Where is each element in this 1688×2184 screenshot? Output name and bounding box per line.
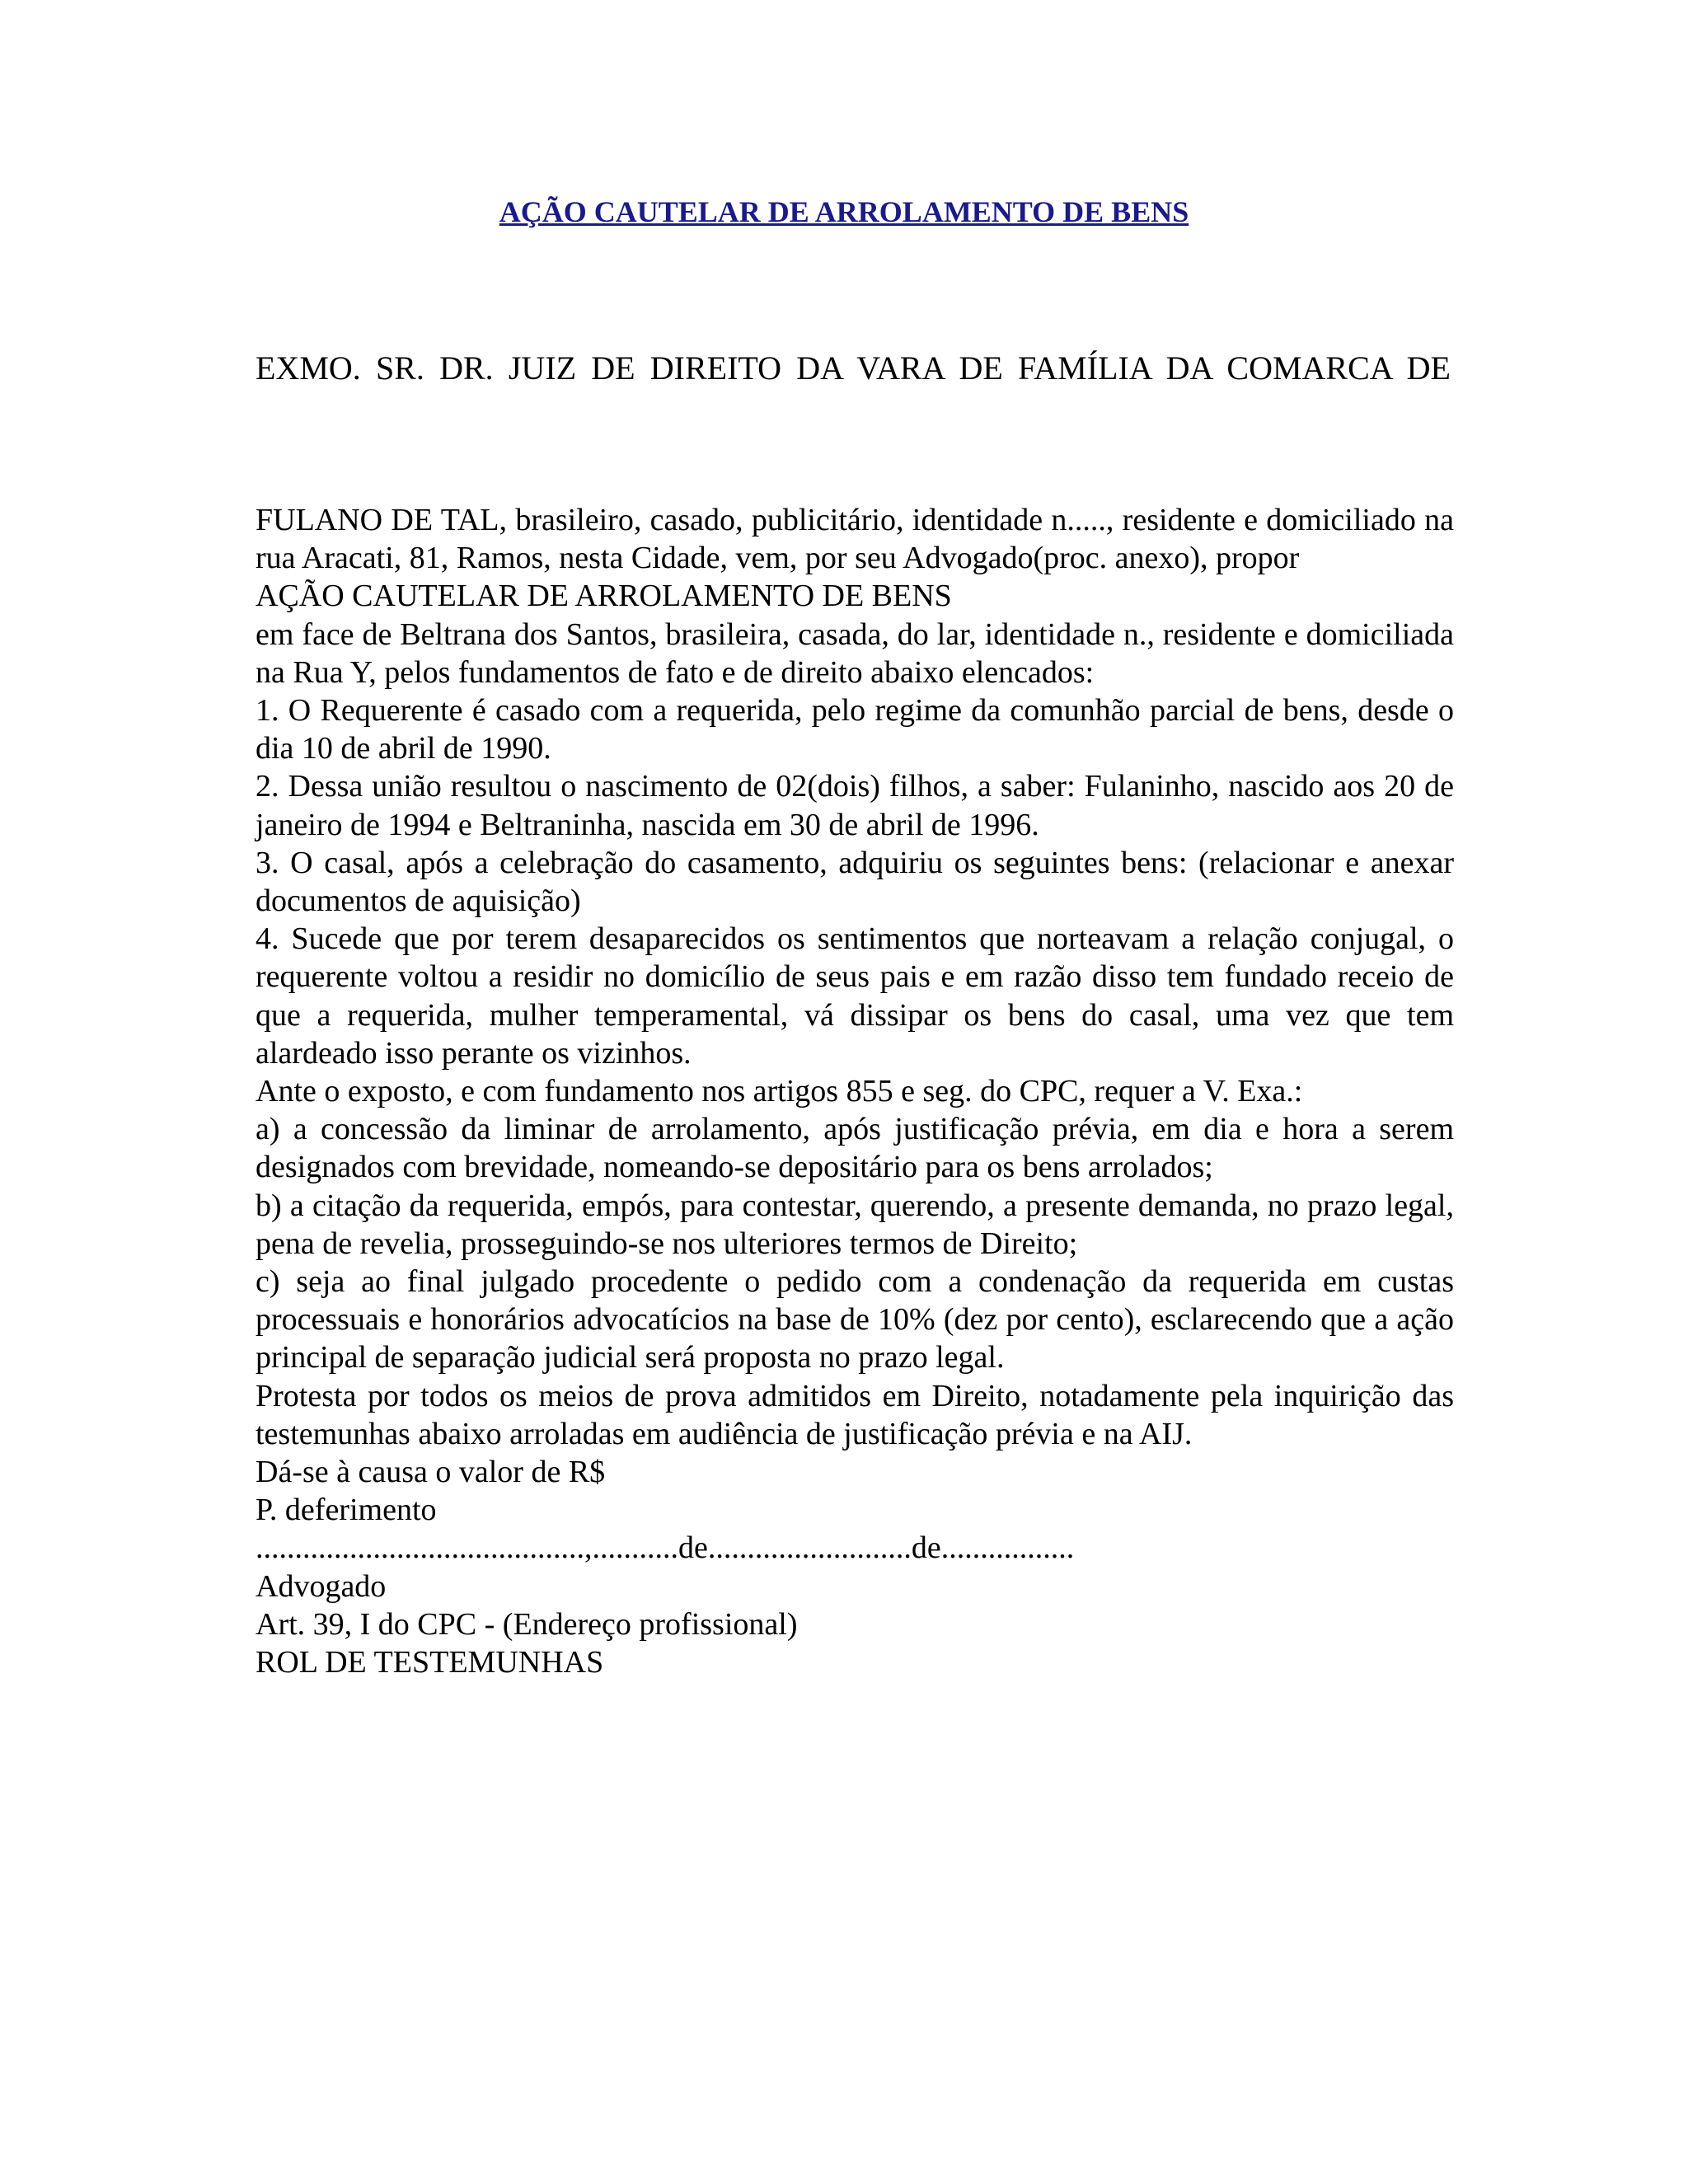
intro-paragraph: FULANO DE TAL, brasileiro, casado, publicitário, identidade n....., residente e domiciliado na rua Aracati, 81, Ramos, nesta Cidade, vem, por seu Advogado(proc. anexo), propor (256, 503, 1454, 576)
defendant-paragraph: em face de Beltrana dos Santos, brasileira, casada, do lar, identidade n., residente e domiciliada na Rua Y, pelos fundamentos de fato e de direito abaixo elencados: (256, 616, 1454, 690)
case-value-line: Dá-se à causa o valor de R$ (256, 1455, 606, 1490)
item-3-paragraph: 3. O casal, após a celebração do casamento, adquiriu os seguintes bens: (relacionar e anexar documentos de aquisição) (256, 845, 1454, 919)
addressee-line: EXMO. SR. DR. JUIZ DE DIREITO DA VARA DE FAMÍLIA DA COMARCA DE (256, 349, 1451, 387)
professional-address-line: Art. 39, I do CPC - (Endereço profissional) (256, 1606, 798, 1642)
item-4-paragraph: 4. Sucede que por terem desaparecidos os sentimentos que norteavam a relação conjugal, o requerente voltou a residir no domicílio de seus pais e em razão disso tem fundado receio de que a requerida, mulher temperamental, vá dissipar os bens do casal, uma vez que tem alardeado isso perante os vizinhos. (256, 921, 1454, 1071)
document-body (256, 501, 1454, 1681)
place-date-line: ..........................................,...........de..........................de................. (256, 1530, 1075, 1566)
document-title: AÇÃO CAUTELAR DE ARROLAMENTO DE BENS (499, 195, 1189, 228)
request-c-paragraph: c) seja ao final julgado procedente o pedido com a condenação da requerida em custas processuais e honorários advocatícios na base de 10% (dez por cento), esclarecendo que a ação principal de separação judicial será proposta no prazo legal. (256, 1264, 1454, 1376)
action-title-line: AÇÃO CAUTELAR DE ARROLAMENTO DE BENS (256, 579, 952, 614)
deferment-line: P. deferimento (256, 1493, 437, 1528)
signature-line: Advogado (256, 1568, 387, 1604)
request-a-paragraph: a) a concessão da liminar de arrolamento, após justificação prévia, em dia e hora a serem designados com brevidade, nomeando-se depositário para os bens arrolados; (256, 1112, 1454, 1185)
item-2-paragraph: 2. Dessa união resultou o nascimento de 02(dois) filhos, a saber: Fulaninho, nascido aos 20 de janeiro de 1994 e Beltraninha, nascida em 30 de abril de 1996. (256, 769, 1454, 842)
item-1-paragraph: 1. O Requerente é casado com a requerida, pelo regime da comunhão parcial de bens, desde o dia 10 de abril de 1990. (256, 693, 1454, 766)
witness-list-heading: ROL DE TESTEMUNHAS (256, 1645, 604, 1680)
evidence-paragraph: Protesta por todos os meios de prova admitidos em Direito, notadamente pela inquirição das testemunhas abaixo arroladas em audiência de justificação prévia e na AIJ. (256, 1378, 1454, 1451)
request-b-paragraph: b) a citação da requerida, empós, para contestar, querendo, a presente demanda, no prazo legal, pena de revelia, prosseguindo-se nos ulteriores termos de Direito; (256, 1188, 1454, 1261)
request-intro-line: Ante o exposto, e com fundamento nos artigos 855 e seg. do CPC, requer a V. Exa.: (256, 1074, 1303, 1109)
